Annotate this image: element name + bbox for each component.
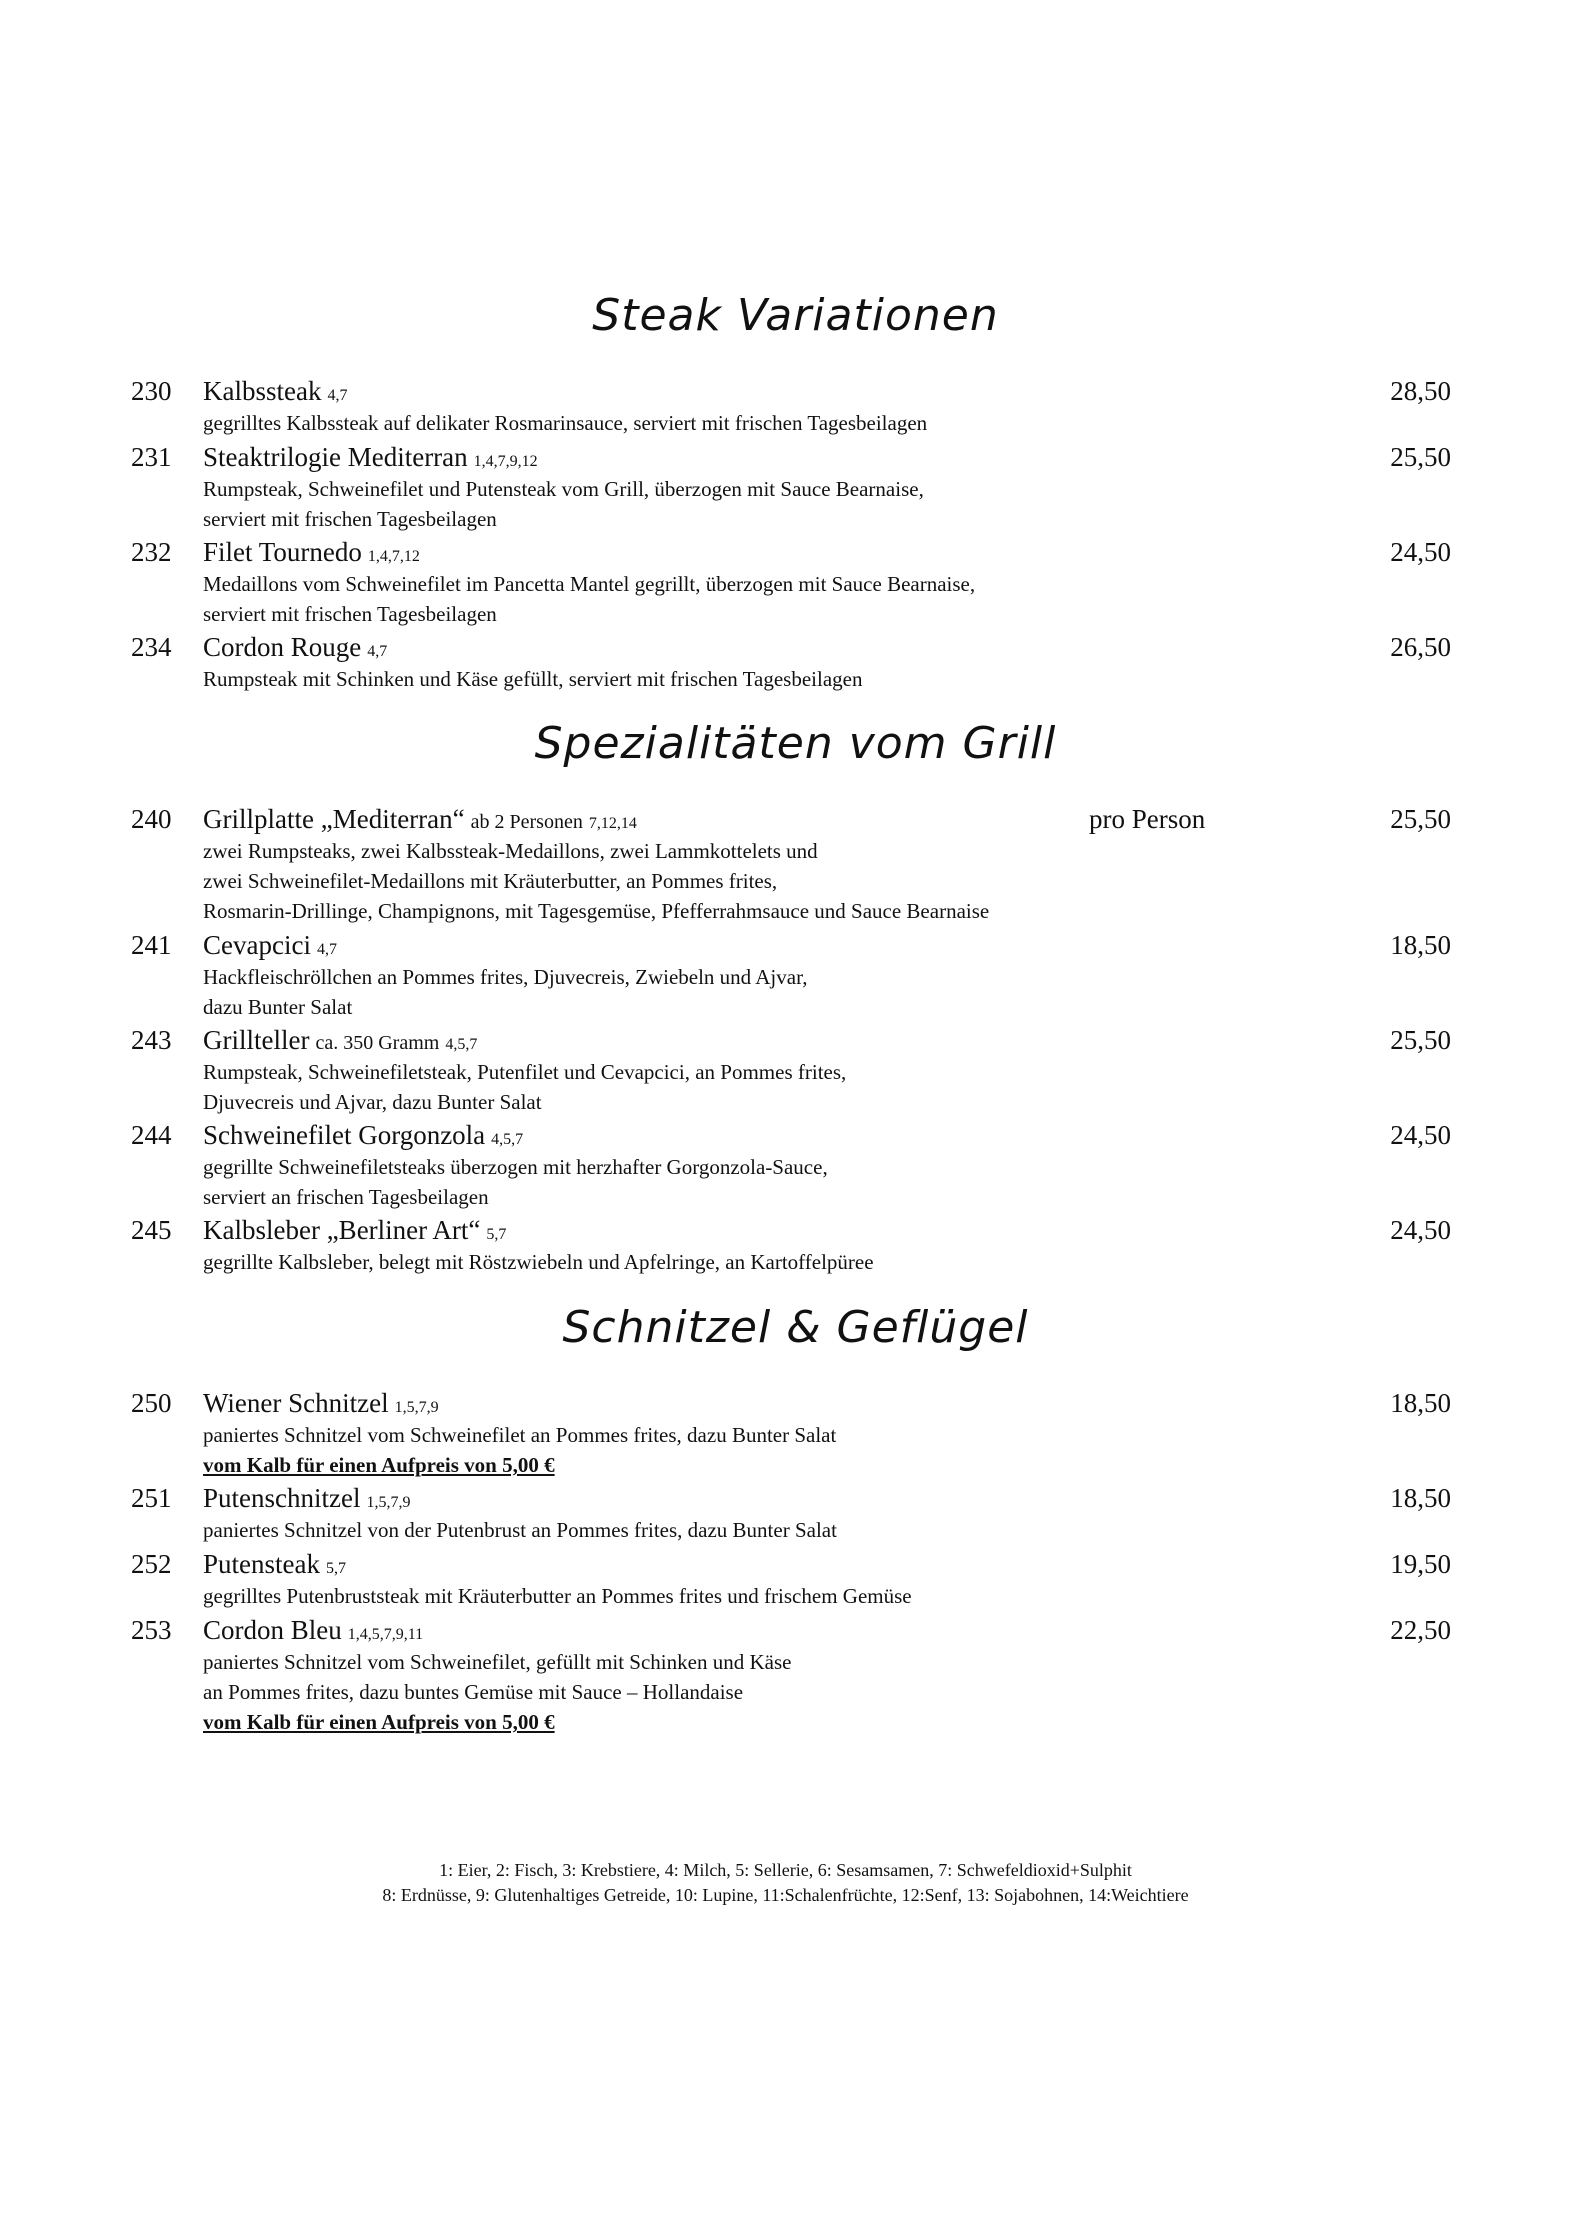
item-number: 234 [131,632,172,662]
item-description: zwei Schweinefilet-Medaillons mit Kräuterbutter, an Pommes frites, [203,869,778,893]
item-number: 252 [131,1549,172,1579]
item-price: 25,50 [1390,804,1451,834]
allergen-legend-line-2: 8: Erdnüsse, 9: Glutenhaltiges Getreide, 10: Lupine, 11:Schalenfrüchte, 12:Senf, 13: Sojabohnen, 14:Weichtiere [382,1885,1189,1905]
item-allergens: 5,7 [325,1560,346,1577]
item-allergens: 1,4,5,7,9,11 [347,1626,424,1643]
item-description: serviert an frischen Tagesbeilagen [203,1185,489,1209]
item-description: Rumpsteak, Schweinefiletsteak, Putenfilet und Cevapcici, an Pommes frites, [203,1060,847,1084]
item-description: paniertes Schnitzel von der Putenbrust an Pommes frites, dazu Bunter Salat [203,1518,837,1542]
item-name: Filet Tournedo 1,4,7,12 [203,537,420,567]
item-description: serviert mit frischen Tagesbeilagen [203,602,497,626]
menu-item-250 [0,1386,1571,1480]
item-allergens: 4,7 [327,387,348,404]
menu-item-245 [0,1213,1571,1277]
item-name: Wiener Schnitzel 1,5,7,9 [203,1388,439,1418]
item-number: 245 [131,1215,172,1245]
item-description: gegrilltes Kalbssteak auf delikater Rosmarinsauce, serviert mit frischen Tagesbeilagen [203,411,928,435]
item-name: Grillplatte „Mediterran“ ab 2 Personen 7,12,14 [203,804,637,834]
item-description: paniertes Schnitzel vom Schweinefilet an Pommes frites, dazu Bunter Salat [203,1423,837,1447]
item-name: Kalbssteak 4,7 [203,376,348,406]
item-price: 18,50 [1390,930,1451,960]
item-description: Djuvecreis und Ajvar, dazu Bunter Salat [203,1090,542,1114]
item-number: 232 [131,537,172,567]
item-number: 231 [131,442,172,472]
item-allergens: 4,7 [367,643,388,660]
item-price: 19,50 [1390,1549,1451,1579]
item-description: Hackfleischröllchen an Pommes frites, Djuvecreis, Zwiebeln und Ajvar, [203,965,808,989]
item-number: 251 [131,1483,172,1513]
item-allergens: 7,12,14 [588,815,637,832]
allergen-legend [0,1858,1571,1908]
section-title-spezialitaeten-vom-grill: Spezialitäten vom Grill [534,718,1057,769]
menu-item-253 [0,1613,1571,1737]
item-name: Schweinefilet Gorgonzola 4,5,7 [203,1120,524,1150]
allergen-legend-line-1: 1: Eier, 2: Fisch, 3: Krebstiere, 4: Milch, 5: Sellerie, 6: Sesamsamen, 7: Schwefeldioxid+Sulphit [439,1860,1132,1880]
item-price: 28,50 [1390,376,1451,406]
item-name: Grillteller ca. 350 Gramm 4,5,7 [203,1025,478,1055]
item-description: an Pommes frites, dazu buntes Gemüse mit Sauce – Hollandaise [203,1680,744,1704]
item-number: 240 [131,804,172,834]
item-name: Kalbsleber „Berliner Art“ 5,7 [203,1215,507,1245]
item-price: 24,50 [1390,1120,1451,1150]
section-title-schnitzel-gefluegel: Schnitzel & Geflügel [562,1302,1029,1353]
item-description: dazu Bunter Salat [203,995,353,1019]
item-description: Rosmarin-Drillinge, Champignons, mit Tagesgemüse, Pfefferrahmsauce und Sauce Bearnaise [203,899,990,923]
menu-item-243 [0,1023,1571,1117]
item-allergens: 4,7 [316,941,337,958]
item-allergens: 1,5,7,9 [366,1494,411,1511]
menu-item-232 [0,535,1571,629]
item-description: zwei Rumpsteaks, zwei Kalbssteak-Medaillons, zwei Lammkottelets und [203,839,818,863]
section-title-steak-variationen: Steak Variationen [592,290,999,341]
item-description: paniertes Schnitzel vom Schweinefilet, gefüllt mit Schinken und Käse [203,1650,792,1674]
veal-surcharge-note: vom Kalb für einen Aufpreis von 5,00 € [203,1453,555,1477]
item-name: Steaktrilogie Mediterran 1,4,7,9,12 [203,442,538,472]
item-name: Cevapcici 4,7 [203,930,337,960]
item-name: Cordon Bleu 1,4,5,7,9,11 [203,1615,424,1645]
item-description: gegrilltes Putenbruststeak mit Kräuterbutter an Pommes frites und frischem Gemüse [203,1584,912,1608]
item-allergens: 1,4,7,9,12 [473,453,538,470]
item-number: 243 [131,1025,172,1055]
item-description: gegrillte Kalbsleber, belegt mit Röstzwiebeln und Apfelringe, an Kartoffelpüree [203,1250,874,1274]
menu-item-234 [0,630,1571,694]
item-name: Cordon Rouge 4,7 [203,632,388,662]
item-description: serviert mit frischen Tagesbeilagen [203,507,497,531]
item-price: 22,50 [1390,1615,1451,1645]
item-description: Rumpsteak, Schweinefilet und Putensteak vom Grill, überzogen mit Sauce Bearnaise, [203,477,924,501]
item-number: 244 [131,1120,172,1150]
item-price: 25,50 [1390,442,1451,472]
item-price: 18,50 [1390,1483,1451,1513]
menu-item-252 [0,1547,1571,1611]
menu-item-244 [0,1118,1571,1212]
veal-surcharge-note: vom Kalb für einen Aufpreis von 5,00 € [203,1710,555,1734]
item-description: Rumpsteak mit Schinken und Käse gefüllt, serviert mit frischen Tagesbeilagen [203,667,863,691]
menu-item-230 [0,374,1571,438]
item-allergens: 5,7 [486,1226,507,1243]
item-price: 25,50 [1390,1025,1451,1055]
item-price: 24,50 [1390,537,1451,567]
item-note: ca. 350 Gramm [315,1032,440,1054]
menu-item-240 [0,802,1571,926]
item-number: 230 [131,376,172,406]
item-description: Medaillons vom Schweinefilet im Pancetta Mantel gegrillt, überzogen mit Sauce Bearnaise, [203,572,976,596]
item-allergens: 1,4,7,12 [367,548,420,565]
item-name: Putensteak 5,7 [203,1549,346,1579]
item-allergens: 4,5,7 [491,1131,524,1148]
menu-item-231 [0,440,1571,534]
item-unit: pro Person [1089,804,1206,834]
item-number: 250 [131,1388,172,1418]
item-allergens: 4,5,7 [445,1036,478,1053]
menu-item-241 [0,928,1571,1022]
menu-item-251 [0,1481,1571,1545]
item-allergens: 1,5,7,9 [394,1399,439,1416]
item-price: 26,50 [1390,632,1451,662]
item-number: 253 [131,1615,172,1645]
item-description: gegrillte Schweinefiletsteaks überzogen mit herzhafter Gorgonzola-Sauce, [203,1155,828,1179]
item-number: 241 [131,930,172,960]
item-price: 24,50 [1390,1215,1451,1245]
item-note: ab 2 Personen [470,811,583,833]
item-price: 18,50 [1390,1388,1451,1418]
item-name: Putenschnitzel 1,5,7,9 [203,1483,411,1513]
